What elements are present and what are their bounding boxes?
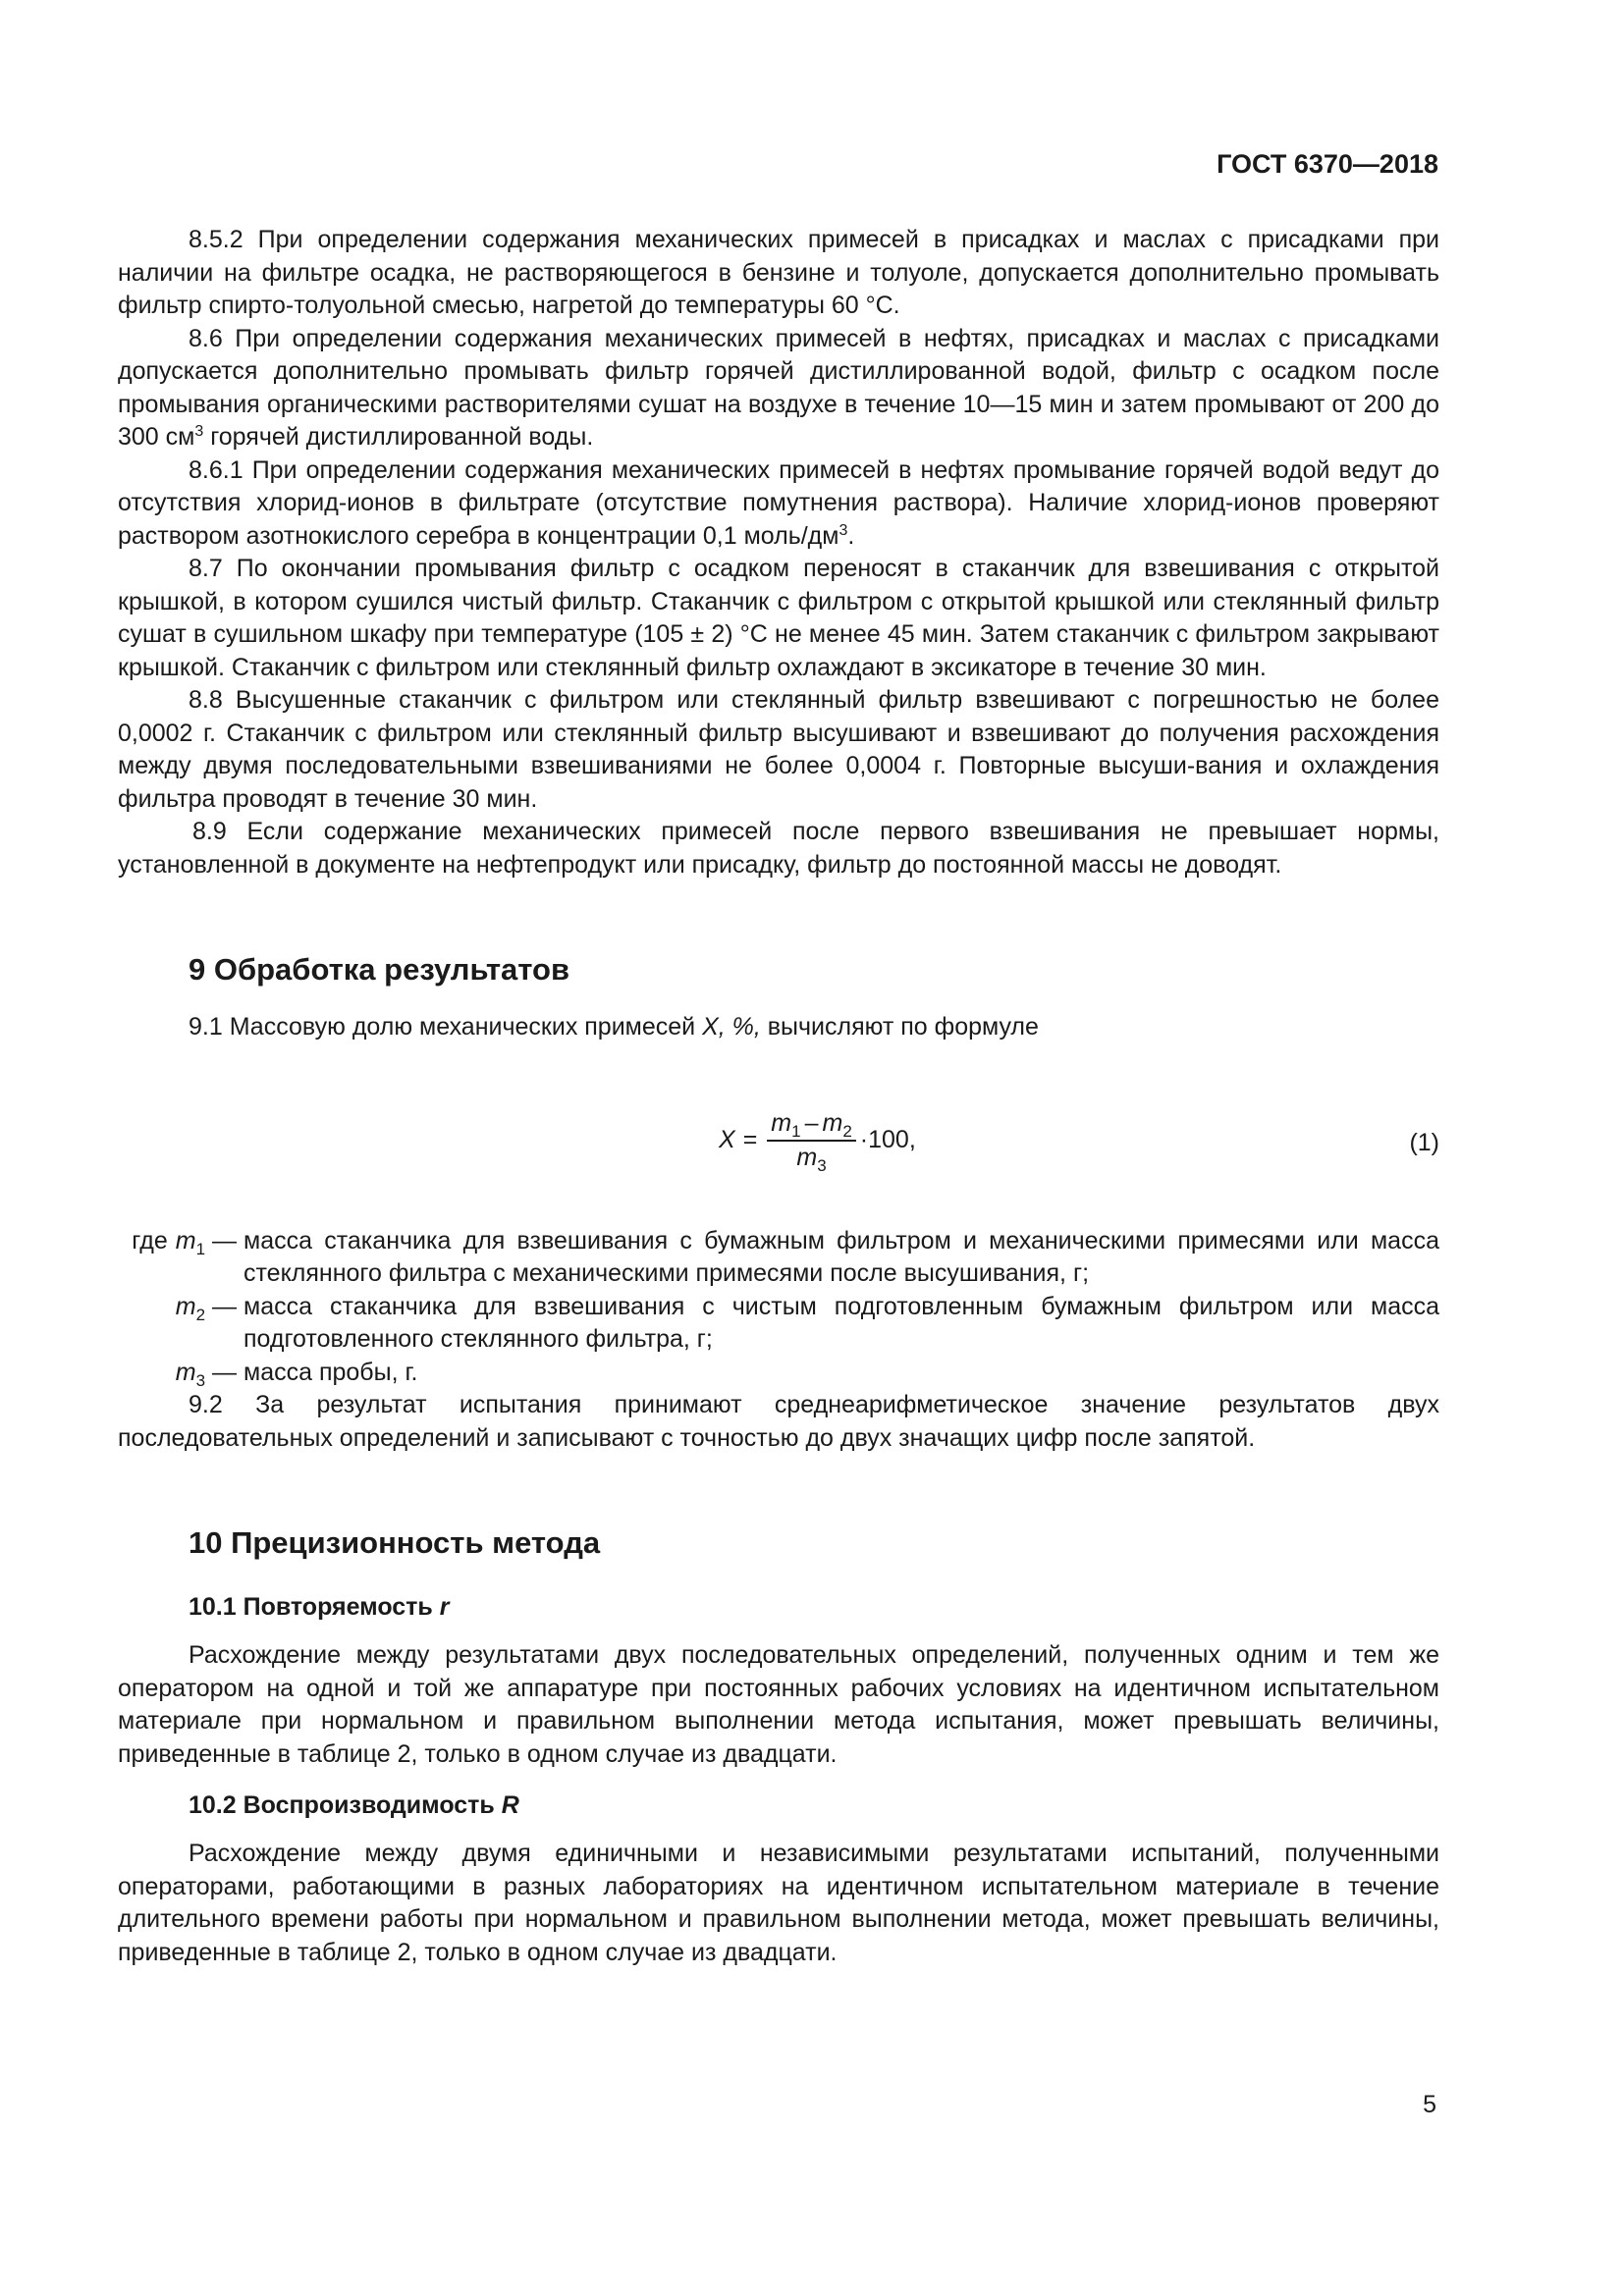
formula-minus: – xyxy=(804,1108,819,1137)
paragraph-8-8: 8.8 Высушенные стаканчик с фильтром или стеклянный фильтр взвешивают с погрешностью не более 0,0002 г. Стаканчик с фильтром или стеклянный фильтр высушивают и взвешивают до получения расхождения между двумя последовательными взвешиваниями не более 0,0004 г. Повторные высуши-вания и охлаждения фильтра проводят в течение 30 мин. xyxy=(118,686,1439,813)
legend-item xyxy=(118,1357,1439,1390)
legend-sym-letter: m xyxy=(175,1292,196,1320)
legend-text: масса стаканчика для взвешивания с бумажным фильтром и механическими примесями или масса стеклянного фильтра с механическими примесями после высушивания, г; xyxy=(243,1226,1439,1287)
subsection-10-1-text: 10.1 Повторяемость xyxy=(189,1593,440,1621)
paragraph-8-6 xyxy=(118,323,1439,454)
legend-dash: — xyxy=(205,1226,243,1255)
formula-numerator xyxy=(767,1109,856,1142)
subsection-10-2-symbol: R xyxy=(501,1791,519,1819)
paragraph-9-2: 9.2 За результат испытания принимают среднеарифметическое значение результатов двух последовательных определений и записывают с точностью до двух значащих цифр после запятой. xyxy=(118,1391,1439,1452)
paragraph-8-7: 8.7 По окончании промывания фильтр с осадком переносят в стаканчик для взвешивания с открытой крышкой, в котором сушился чистый фильтр. Стаканчик с фильтром с открытой крышкой или стеклянный фильтр сушат в сушильном шкафу при температуре (105 ± 2) °С не менее 45 мин. Затем стаканчик с фильтром закрывают крышкой. Стаканчик с фильтром или стеклянный фильтр охлаждают в эксикаторе в течение 30 мин. xyxy=(118,555,1439,681)
formula-m3: m xyxy=(796,1143,818,1171)
formula-m2: m xyxy=(822,1108,843,1137)
paragraph-8-5-2: 8.5.2 При определении содержания механических примесей в присадках и маслах с присадками при наличии на фильтре осадка, не растворяющегося в бензине и толуоле, допускается дополнительно промывать фильтр спирто-толуольной смесью, нагретой до температуры 60 °С. xyxy=(118,226,1439,319)
paragraph-8-6-1-tail: . xyxy=(847,521,855,550)
subsection-10-1-title xyxy=(189,1590,1439,1624)
paragraph-8-6-1-text: 8.6.1 При определении содержания механических примесей в нефтях промывание горячей водой ведут до отсутствия хлорид-ионов в фильтрате (отсутствие помутнения раствора). Наличие хлорид-ионов проверяют раствором азотнокислого серебра в концентрации 0,1 моль/дм xyxy=(118,455,1439,550)
formula-tail: ·100, xyxy=(859,1126,916,1153)
legend-text: масса пробы, г. xyxy=(243,1358,418,1386)
formula-m1-sub: 1 xyxy=(791,1121,801,1141)
formula-lhs: X xyxy=(719,1126,735,1153)
formula-fraction xyxy=(767,1108,856,1175)
subsection-10-1-symbol: r xyxy=(439,1593,450,1621)
page-content xyxy=(118,224,1439,1969)
legend-sym-sub: 2 xyxy=(195,1305,206,1324)
paragraph-9-1-tail: вычисляют по формуле xyxy=(760,1013,1039,1041)
legend-where-label: где xyxy=(132,1226,168,1255)
legend-dash: — xyxy=(205,1292,243,1320)
legend-text: масса стаканчика для взвешивания с чистым подготовленным бумажным фильтром или масса подготовленного стеклянного фильтра, г; xyxy=(243,1292,1439,1353)
legend-symbol xyxy=(118,1225,243,1291)
superscript: 3 xyxy=(194,423,204,440)
legend-symbol xyxy=(118,1357,243,1390)
page-number: 5 xyxy=(1423,2091,1436,2118)
paragraph-8-9: 8.9 Если содержание механических примесей после первого взвешивания не превышает нормы, установленной в документе на нефтепродукт или присадку, фильтр до постоянной массы не доводят. xyxy=(118,818,1439,879)
formula xyxy=(719,1108,916,1175)
legend-sym-letter: m xyxy=(175,1358,196,1386)
section-10-title: 10 Прецизионность метода xyxy=(189,1525,601,1560)
legend-sym xyxy=(176,1291,205,1357)
formula-m3-sub: 3 xyxy=(817,1155,827,1175)
legend-dash: — xyxy=(205,1358,243,1386)
legend-sym xyxy=(176,1225,205,1291)
paragraph-9-1-text: 9.1 Массовую долю механических примесей xyxy=(189,1013,703,1041)
formula-block xyxy=(118,1099,1439,1207)
document-header: ГОСТ 6370—2018 xyxy=(1217,149,1438,179)
formula-m1: m xyxy=(771,1108,792,1137)
section-9-title: 9 Обработка результатов xyxy=(189,952,570,987)
subsection-10-2-text: 10.2 Воспроизводимость xyxy=(189,1791,502,1819)
legend-symbol xyxy=(118,1291,243,1357)
subsection-10-2-title xyxy=(189,1789,1439,1822)
paragraph-8-6-1 xyxy=(118,454,1439,554)
paragraph-8-6-tail: горячей дистиллированной воды. xyxy=(203,423,594,451)
legend-item xyxy=(118,1291,1439,1357)
legend-sym-letter: m xyxy=(175,1226,196,1255)
formula-legend xyxy=(118,1225,1439,1390)
paragraph-9-1-variable: X, %, xyxy=(702,1013,761,1041)
paragraph-10-1: Расхождение между результатами двух последовательных определений, полученных одним и тем же оператором на одной и той же аппаратуре при постоянных рабочих условиях на идентичном испытательном материале при нормальном и правильном выполнении метода испытания, может превышать величины, приведенные в таблице 2, только в одном случае из двадцати. xyxy=(118,1641,1439,1768)
paragraph-9-1 xyxy=(118,1011,1439,1044)
legend-sym-sub: 1 xyxy=(195,1239,206,1258)
formula-m2-sub: 2 xyxy=(842,1121,852,1141)
superscript: 3 xyxy=(839,521,848,539)
formula-denominator xyxy=(796,1142,827,1175)
formula-equals: = xyxy=(742,1126,758,1153)
legend-sym-sub: 3 xyxy=(195,1370,206,1390)
legend-sym xyxy=(176,1357,205,1390)
paragraph-8-6-text: 8.6 При определении содержания механических примесей в нефтях, присадках и маслах с присадками допускается дополнительно промывать фильтр горячей дистиллированной водой, фильтр с осадком после промывания органическими растворителями сушат на воздухе в течение 10—15 мин и затем промывают от 200 до 300 см xyxy=(118,324,1439,451)
equation-number: (1) xyxy=(1409,1128,1439,1156)
paragraph-10-2: Расхождение между двумя единичными и независимыми результатами испытаний, полученными операторами, работающими в разных лабораториях на идентичном испытательном материале в течение длительного времени работы при нормальном и правильном выполнении метода, может превышать величины, приведенные в таблице 2, только в одном случае из двадцати. xyxy=(118,1840,1439,1966)
legend-item xyxy=(118,1225,1439,1291)
